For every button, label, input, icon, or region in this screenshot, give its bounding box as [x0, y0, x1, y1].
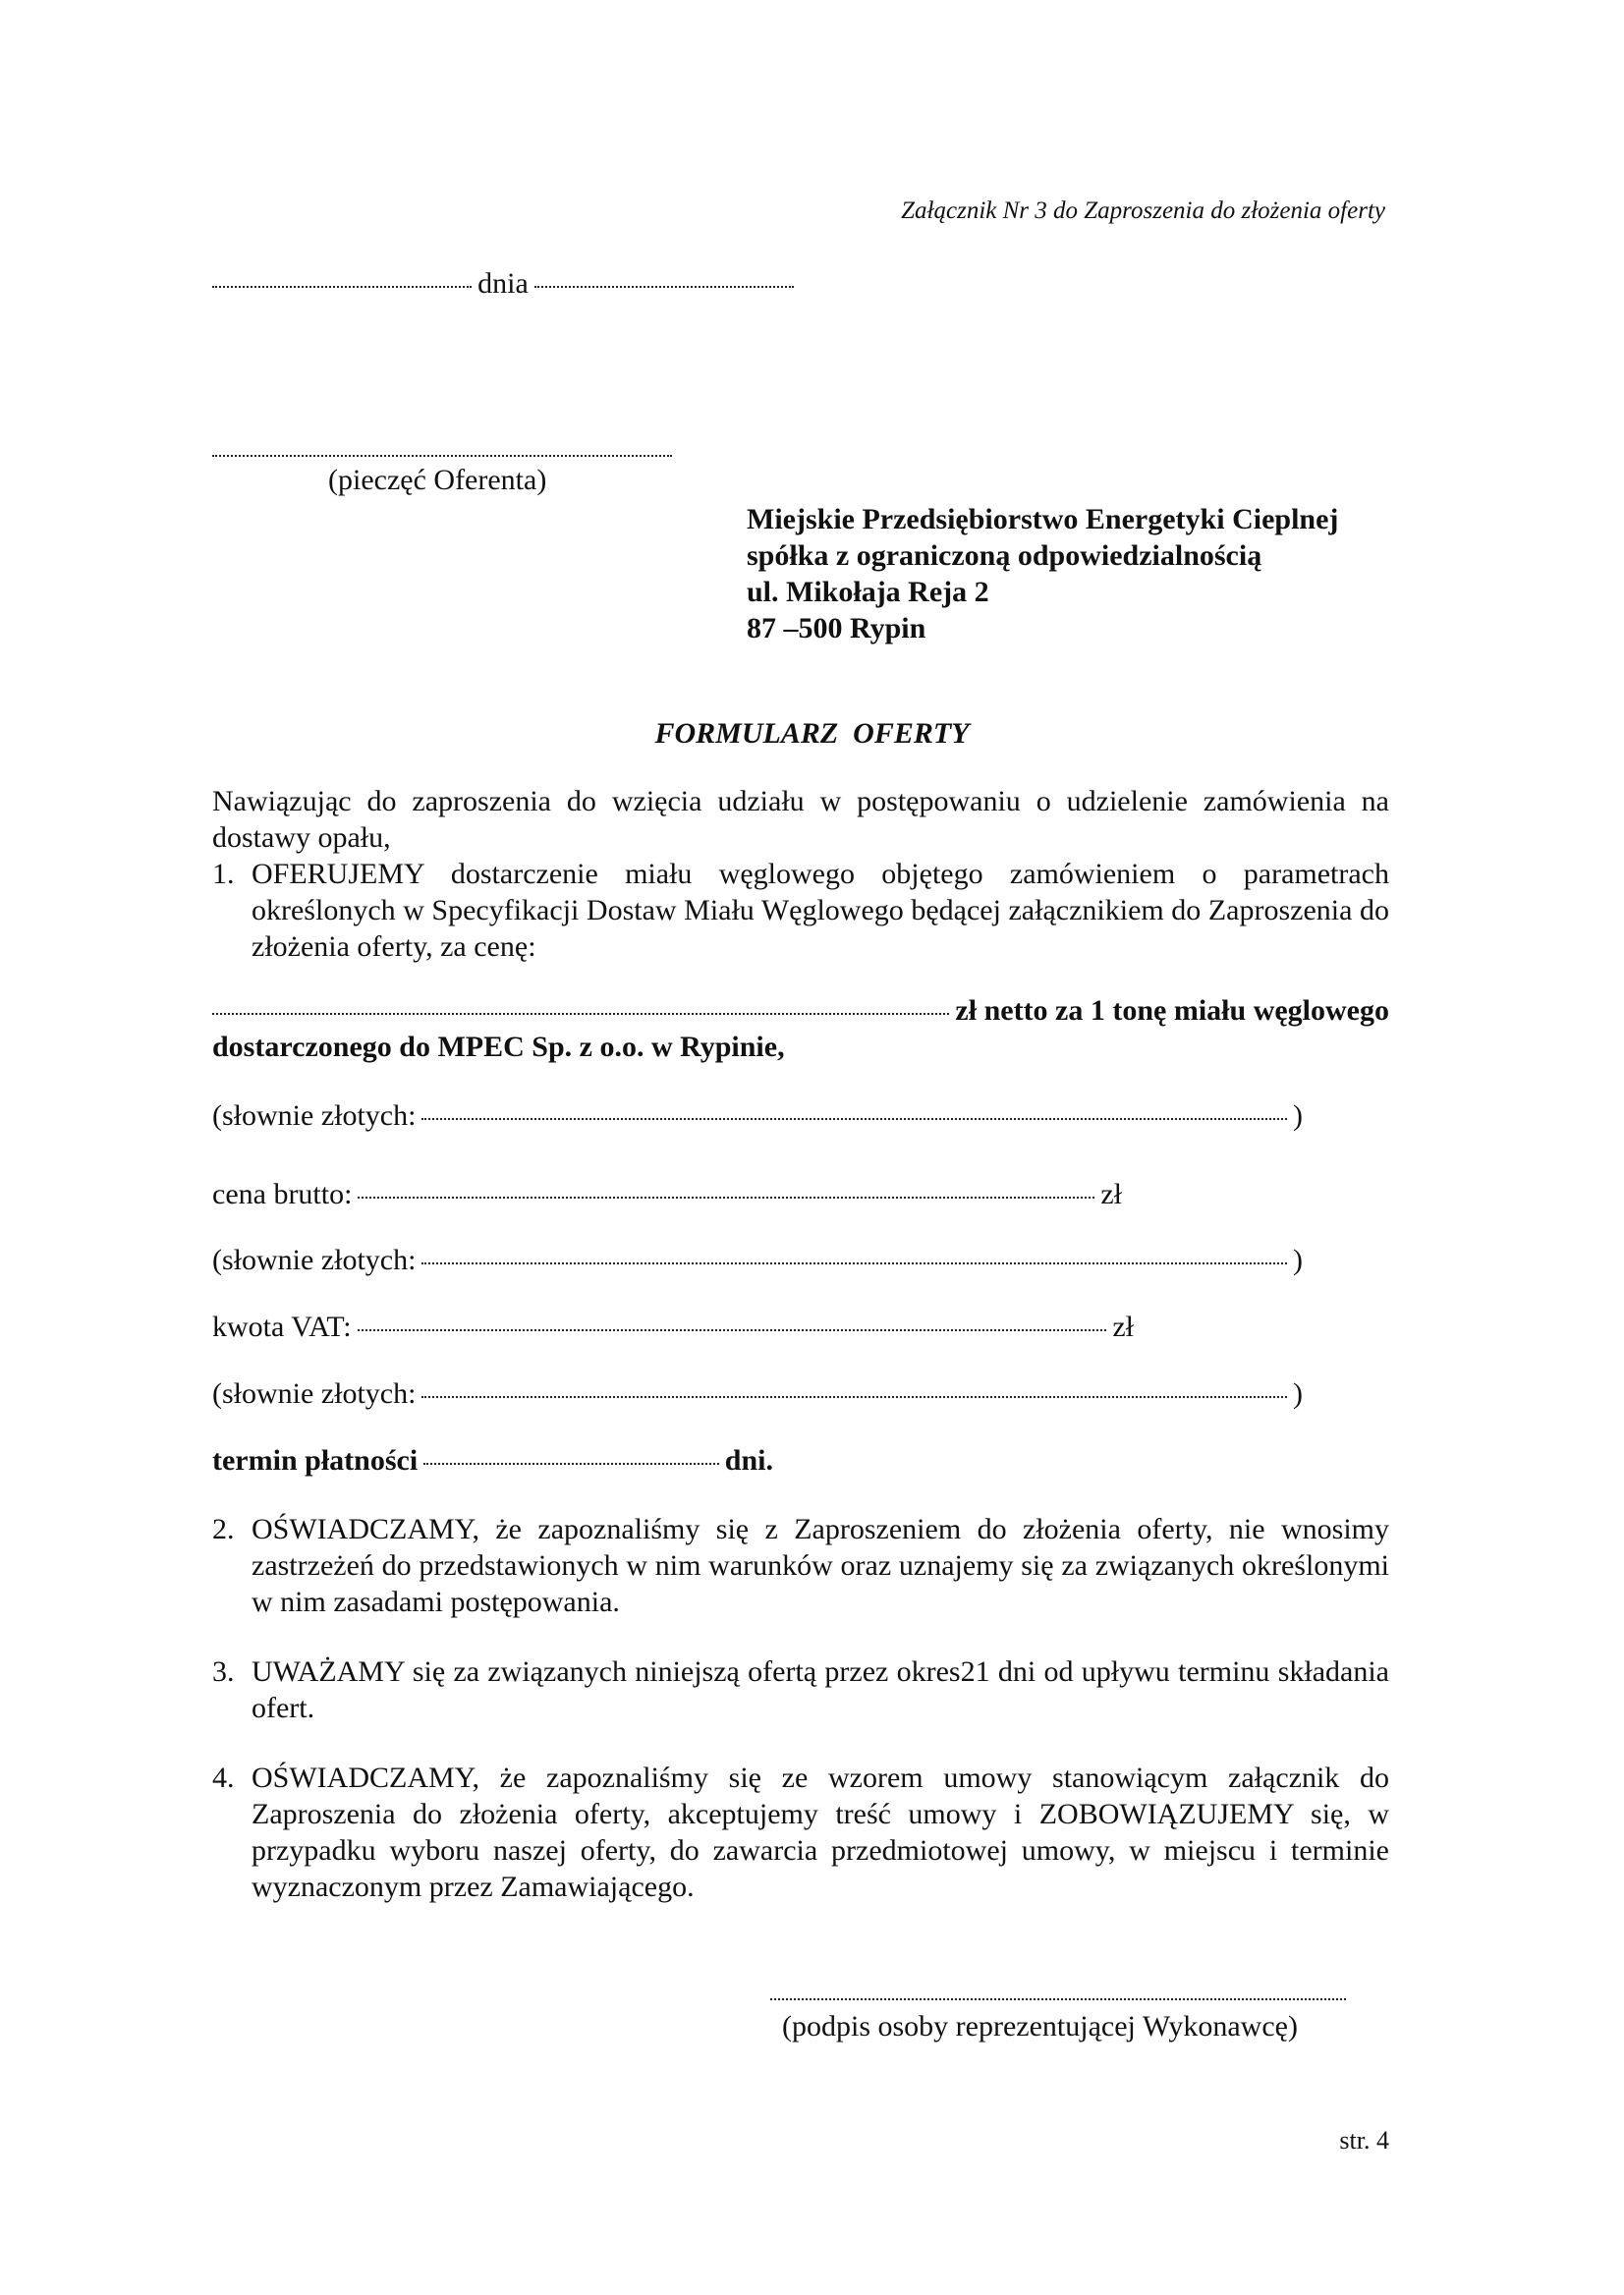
stamp-label: (pieczęć Oferenta) — [328, 464, 547, 496]
vat-label: kwota VAT: — [212, 1311, 352, 1343]
intro-paragraph: Nawiązując do zaproszenia do wzięcia udziału w postępowaniu o udzielenie zamówienia na dostawy opału, — [212, 785, 1389, 854]
signature-label: (podpis osoby reprezentującej Wykonawcę) — [782, 2010, 1298, 2043]
net-words-line — [212, 1097, 1303, 1134]
gross-price-label: cena brutto: — [212, 1178, 353, 1210]
gross-words-blank — [421, 1262, 1287, 1264]
item-3 — [212, 1653, 1389, 1726]
place-blank — [212, 286, 472, 288]
net-price-delivery: dostarczonego do MPEC Sp. z o.o. w Rypinie, — [212, 1031, 785, 1063]
item-2 — [212, 1511, 1389, 1620]
item-1 — [212, 856, 1389, 965]
vat-words-blank — [421, 1396, 1287, 1398]
gross-words-close: ) — [1293, 1244, 1303, 1276]
item-1-number: 1. — [212, 858, 235, 890]
vat-line — [212, 1309, 1134, 1345]
date-line — [212, 265, 794, 302]
payment-term-suffix: dni. — [724, 1444, 773, 1477]
item-4 — [212, 1760, 1389, 1905]
gross-words-line — [212, 1242, 1303, 1278]
page-number: str. 4 — [1339, 2126, 1389, 2155]
item-4-number: 4. — [212, 1762, 235, 1794]
item-3-text: UWAŻAMY się za związanych niniejszą ofertą przez okres21 dni od upływu terminu składania ofert. — [252, 1655, 1389, 1724]
payment-term-line — [212, 1442, 773, 1479]
vat-words-close: ) — [1293, 1377, 1303, 1410]
vat-currency: zł — [1112, 1311, 1134, 1343]
net-price-line — [212, 992, 1389, 1029]
net-words-label: (słownie złotych: — [212, 1099, 417, 1132]
recipient-address — [747, 501, 1338, 646]
payment-term-label: termin płatności — [212, 1444, 419, 1477]
gross-price-blank — [358, 1197, 1094, 1199]
payment-term-blank — [423, 1463, 719, 1465]
date-word: dnia — [477, 267, 529, 300]
item-1-text: OFERUJEMY dostarczenie miału węglowego objętego zamówieniem o parametrach określonych w Specyfikacji Dostaw Miału Węglowego będącej załącznikiem do Zaproszenia do złożenia oferty, za cenę: — [252, 858, 1389, 963]
recipient-city: 87 –500 Rypin — [747, 612, 926, 644]
net-words-blank — [421, 1118, 1287, 1120]
net-words-close: ) — [1293, 1099, 1303, 1132]
recipient-street: ul. Mikołaja Reja 2 — [747, 576, 989, 608]
item-2-number: 2. — [212, 1513, 235, 1545]
gross-price-currency: zł — [1100, 1178, 1122, 1210]
net-price-blank — [212, 1013, 949, 1015]
net-price-suffix: zł netto za 1 tonę miału węglowego — [955, 994, 1389, 1027]
vat-blank — [358, 1329, 1107, 1331]
date-blank — [534, 286, 794, 288]
recipient-legal-form: spółka z ograniczoną odpowiedzialnością — [747, 539, 1262, 572]
vat-words-line — [212, 1375, 1303, 1412]
gross-price-line — [212, 1176, 1122, 1212]
stamp-line — [212, 455, 672, 457]
vat-words-label: (słownie złotych: — [212, 1377, 417, 1410]
form-title: FORMULARZ OFERTY — [654, 717, 970, 750]
annex-header: Załącznik Nr 3 do Zaproszenia do złożenia oferty — [901, 197, 1385, 224]
recipient-name: Miejskie Przedsiębiorstwo Energetyki Cieplnej — [747, 503, 1339, 535]
item-3-number: 3. — [212, 1655, 235, 1688]
item-4-text: OŚWIADCZAMY, że zapoznaliśmy się ze wzorem umowy stanowiącym załącznik do Zaproszenia do złożenia oferty, akceptujemy treść umowy i ZOBOWIĄZUJEMY się, w przypadku wyboru naszej oferty, do zawarcia przedmiotowej umowy, w miejscu i terminie wyznaczonym przez Zamawiającego. — [252, 1762, 1389, 1903]
signature-line — [770, 1998, 1346, 2000]
gross-words-label: (słownie złotych: — [212, 1244, 417, 1276]
item-2-text: OŚWIADCZAMY, że zapoznaliśmy się z Zaproszeniem do złożenia oferty, nie wnosimy zastrzeżeń do przedstawionych w nim warunków oraz uznajemy się za związanych określonymi w nim zasadami postępowania. — [252, 1513, 1389, 1618]
